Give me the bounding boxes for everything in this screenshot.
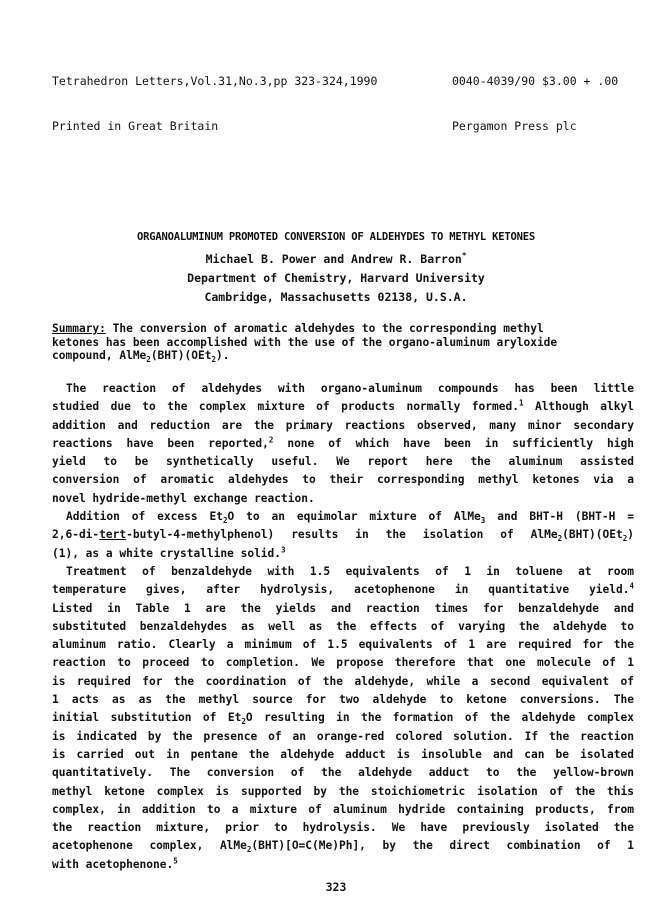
reference-mark: 3 (281, 544, 286, 554)
paragraph-line: is carried out in pentane the aldehyde adduct is insoluble and can be isolated (52, 747, 634, 761)
author-block (0, 250, 672, 307)
corresponding-author-mark: * (461, 251, 467, 261)
summary (52, 322, 632, 363)
article-body (52, 380, 634, 874)
summary-text: compound, AlMe (52, 349, 147, 362)
page-number: 323 (325, 880, 347, 894)
paragraph-line: Addition of excess $Et_2O$ to an equimolar mixture of AlMe$_3$ and BHT-H (BHT-H = (66, 510, 634, 526)
summary-text: ketones has been accomplished with the use of the organo-aluminum aryloxide (52, 335, 558, 349)
paragraph-line: methyl ketone complex is supported by the stoichiometric isolation of the this (52, 784, 634, 798)
reference-mark: 4 (629, 581, 634, 591)
publisher-info (452, 44, 618, 164)
paragraph-line: the reaction mixture, prior to hydrolysis. We have previously isolated the (52, 821, 634, 835)
paragraph-line: yield to be synthetically useful. We report here the aluminum assisted (52, 455, 634, 469)
summary-text: (BHT)(OEt (150, 349, 212, 362)
authors-text: Michael B. Power and Andrew R. Barron (205, 252, 462, 266)
paragraph-line: novel hydride-methyl exchange reaction. (52, 491, 315, 505)
author-names (0, 250, 672, 269)
paragraph-line: Listed in Table 1 are the yields and reaction times for benzaldehyde and (52, 601, 634, 615)
article-title: ORGANOALUMINUM PROMOTED CONVERSION OF ALDEHYDES TO METHYL KETONES (137, 231, 535, 243)
paragraph-line: quantitatively. The conversion of the aldehyde adduct to the yellow-brown (52, 766, 634, 780)
department: Department of Chemistry, Harvard University (187, 271, 485, 285)
paragraph-line: The reaction of aldehydes with organo-aluminum compounds has been little (66, 382, 634, 395)
paragraph-line: conversion of aromatic aldehydes to their corresponding methyl ketones via a (52, 473, 634, 487)
paragraph-line: temperature gives, after hydrolysis, acetophenone in quantitative yield.$^4$ (52, 581, 634, 597)
subscript: 2 (211, 355, 216, 365)
paragraph-line: aluminum ratio. Clearly a minimum of 1.5 equivalents of 1 are required for the (52, 638, 634, 652)
paragraph-line: reactions have been reported,$^2$ none of which have been in sufficiently high (52, 435, 634, 450)
paragraph-line: (1), as a white crystalline solid.$^3$ (52, 544, 286, 560)
paragraph-line: acetophenone complex, AlMe$_2$(BHT)[O=C(Me)Ph], by the direct combination of 1 (52, 839, 634, 855)
paragraph-line: is required for the coordination of the aldehyde, while a second equivalent of (52, 674, 634, 688)
address: Cambridge, Massachusetts 02138, U.S.A. (204, 290, 468, 304)
paragraph-line: addition and reduction are the primary reactions observed, many minor secondary (52, 418, 634, 432)
paragraph-line: complex, in addition to a mixture of aluminum hydride containing products, from (52, 802, 634, 816)
summary-text: ). (215, 349, 230, 362)
reference-mark: 2 (268, 435, 274, 445)
paragraph-line: 2,6-di-tert-butyl-4-methylphenol) results in the isolation of AlMe$_2$(BHT)(OEt$_2$) (52, 528, 634, 544)
paragraph-line: reaction to proceed to completion. We propose therefore that one molecule of 1 (52, 656, 634, 670)
reference-mark: 5 (173, 855, 178, 865)
paragraph-line: initial substitution of $Et_2O$ resulting in the formation of the aldehyde complex (52, 711, 635, 727)
summary-text: The conversion of aromatic aldehydes to the corresponding methyl (105, 322, 544, 335)
reference-mark: 1 (518, 398, 524, 408)
paragraph-line: 1 acts as as the methyl source for two aldehyde to ketone conversions. The (52, 693, 634, 707)
paragraph-line: studied due to the complex mixture of products normally formed.$^1$ Although alkyl (52, 398, 634, 414)
paragraph-line: substituted benzaldehydes as well as the effects of varying the aldehyde to (52, 619, 634, 633)
summary-label: Summary: (52, 322, 106, 335)
subscript: 2 (146, 355, 151, 365)
paragraph-line: Treatment of benzaldehyde with 1.5 equivalents of 1 in toluene at room (66, 564, 634, 578)
paragraph-line: is indicated by the presence of an orange-red colored solution. If the reaction (52, 729, 634, 743)
journal-line: Tetrahedron Letters,Vol.31,No.3,pp 323-324,1990 (52, 74, 378, 88)
paragraph-line: with acetophenone.$^5$ (52, 855, 178, 871)
printed-line: Printed in Great Britain (52, 119, 219, 133)
journal-citation (52, 44, 377, 164)
publisher-name: Pergamon Press plc (452, 119, 577, 133)
price-code: 0040-4039/90 $3.00 + .00 (452, 74, 619, 88)
